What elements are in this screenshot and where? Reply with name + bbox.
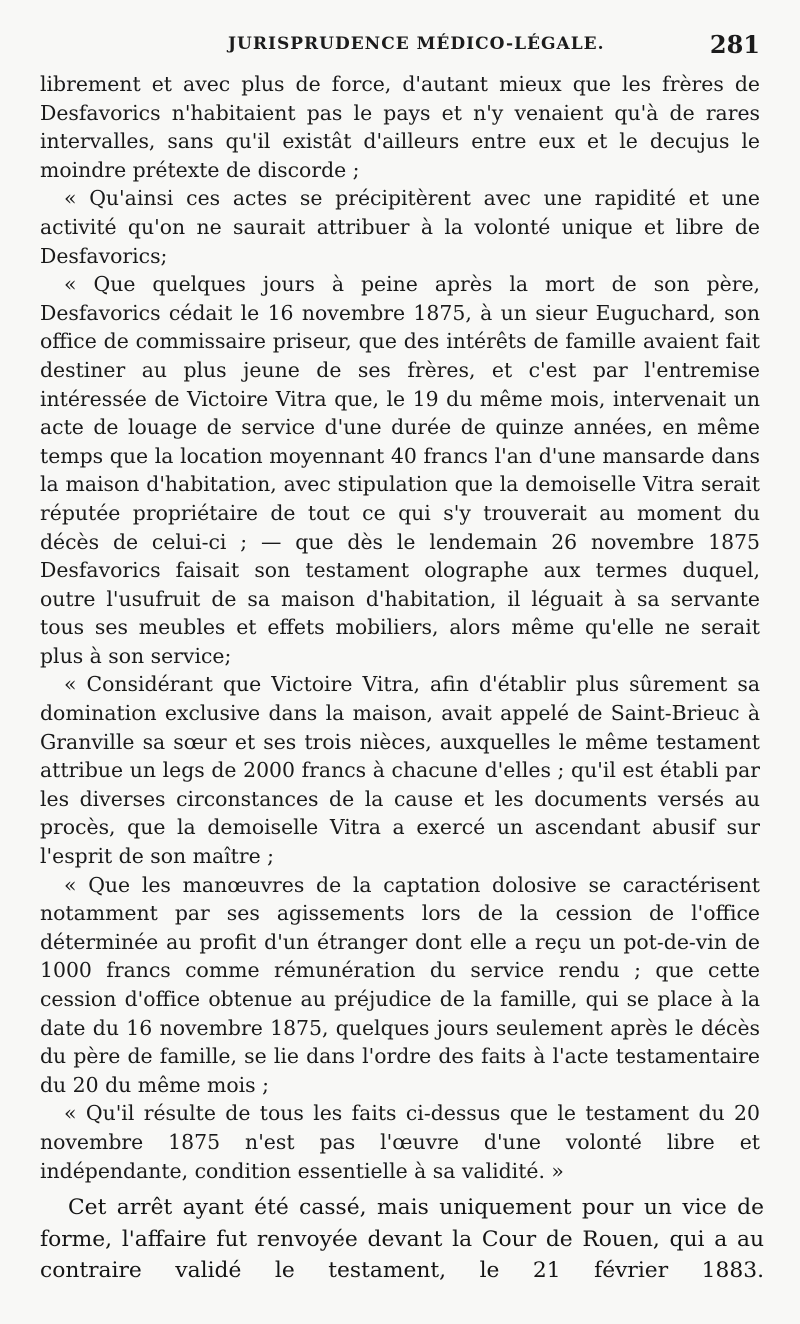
body-text: [40, 70, 760, 1185]
paragraph-quote-activity: « Qu'ainsi ces actes se précipitèrent avec une rapidité et une activité qu'on ne saurait attribuer à la volonté unique et libre de Desfavorics;: [40, 186, 760, 268]
page-number: 281: [709, 30, 760, 59]
paragraph-quote-conclusion: « Qu'il résulte de tous les faits ci-dessus que le testament du 20 novembre 1875 n'est pas l'œuvre d'une volonté libre et indépendante, condition essentielle à sa validité. »: [40, 1101, 760, 1183]
closing-paragraph: [40, 1192, 764, 1287]
paragraph-quote-domination: « Considérant que Victoire Vitra, afin d'établir plus sûrement sa domination exclusive dans la maison, avait appelé de Saint-Brieuc à Granville sa sœur et ses trois nièces, auxquelles le même testament attribue un legs de 2000 francs à chacune d'elles ; qu'il est établi par les diverses circonstances de la cause et les documents versés au procès, que la demoiselle Vitra a exercé un ascendant abusif sur l'esprit de son maître ;: [40, 672, 760, 869]
page-header: [40, 30, 760, 64]
closing-text: Cet arrêt ayant été cassé, mais uniquement pour un vice de forme, l'affaire fut renvoyée devant la Cour de Rouen, qui a au contraire validé le testament, le 21 février 1883.: [40, 1195, 764, 1283]
running-head: JURISPRUDENCE MÉDICO-LÉGALE.: [228, 34, 605, 54]
paragraph-quote-office-sale: « Que quelques jours à peine après la mort de son père, Desfavorics cédait le 16 novembre 1875, à un sieur Euguchard, son office de commissaire priseur, que des intérêts de famille avaient fait destiner au plus jeune de ses frères, et c'est par l'entremise intéressée de Victoire Vitra que, le 19 du même mois, intervenait un acte de louage de service d'une durée de quinze années, en même temps que la location moyennant 40 francs l'an d'une mansarde dans la maison d'habitation, avec stipulation que la demoiselle Vitra serait réputée propriétaire de tout ce qui s'y trouverait au moment du décès de celui-ci ; — que dès le lendemain 26 novembre 1875 Desfavorics faisait son testament olographe aux termes duquel, outre l'usufruit de sa maison d'habitation, il léguait à sa servante tous ses meubles et effets mobiliers, alors même qu'elle ne serait plus à son service;: [40, 272, 760, 668]
paragraph-quote-captation: « Que les manœuvres de la captation dolosive se caractérisent notamment par ses agissements lors de la cession de l'office déterminée au profit d'un étranger dont elle a reçu un pot-de-vin de 1000 francs comme rémunération du service rendu ; que cette cession d'office obtenue au préjudice de la famille, qui se place à la date du 16 novembre 1875, quelques jours seulement après le décès du père de famille, se lie dans l'ordre des faits à l'acte testamentaire du 20 du même mois ;: [40, 872, 760, 1097]
paragraph-continuation: librement et avec plus de force, d'autant mieux que les frères de Desfavorics n'habitaient pas le pays et n'y venaient qu'à de rares intervalles, sans qu'il existât d'ailleurs entre eux et le decujus le moindre prétexte de discorde ;: [40, 72, 760, 182]
